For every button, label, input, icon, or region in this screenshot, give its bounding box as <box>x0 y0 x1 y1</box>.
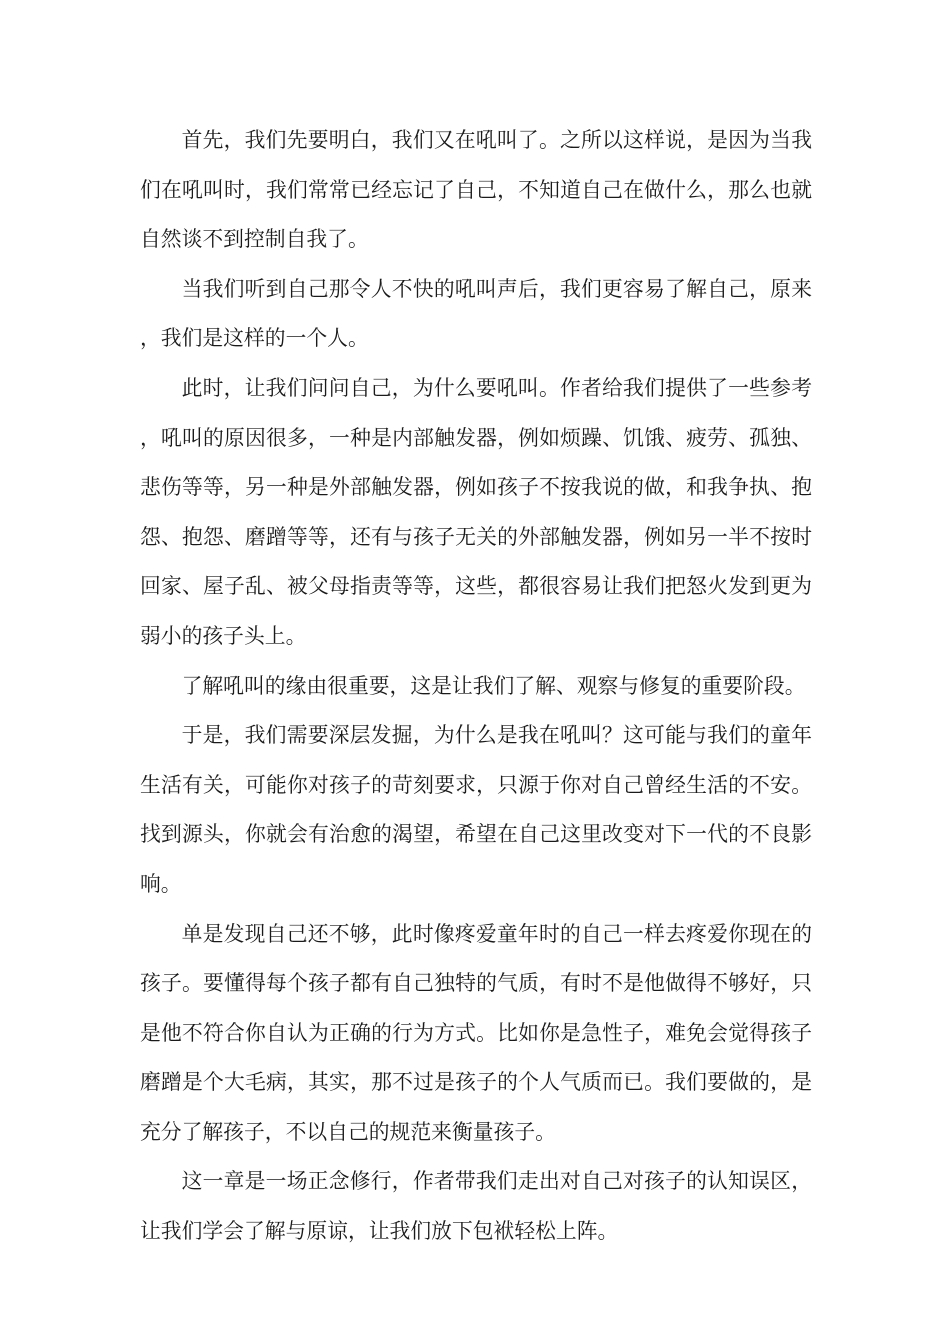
paragraph-7: 这一章是一场正念修行，作者带我们走出对自己对孩子的认知误区，让我们学会了解与原谅，让我们放下包袱轻松上阵。 <box>140 1169 812 1244</box>
paragraph-4: 了解吼叫的缘由很重要，这是让我们了解、观察与修复的重要阶段。 <box>181 673 806 698</box>
document-body <box>140 116 812 1257</box>
paragraph-6: 单是发现自己还不够，此时像疼爱童年时的自己一样去疼爱你现在的孩子。要懂得每个孩子都有自己独特的气质，有时不是他做得不够好，只是他不符合你自认为正确的行为方式。比如你是急性子，难免会觉得孩子磨蹭是个大毛病，其实，那不过是孩子的个人气质而已。我们要做的，是充分了解孩子，不以自己的规范来衡量孩子。 <box>140 921 812 1144</box>
paragraph-2: 当我们听到自己那令人不快的吼叫声后，我们更容易了解自己，原来，我们是这样的一个人。 <box>140 276 812 351</box>
paragraph-5: 于是，我们需要深层发掘，为什么是我在吼叫？这可能与我们的童年生活有关，可能你对孩子的苛刻要求，只源于你对自己曾经生活的不安。找到源头，你就会有治愈的渴望，希望在自己这里改变对下一代的不良影响。 <box>140 723 812 896</box>
paragraph-3: 此时，让我们问问自己，为什么要吼叫。作者给我们提供了一些参考，吼叫的原因很多，一种是内部触发器，例如烦躁、饥饿、疲劳、孤独、悲伤等等，另一种是外部触发器，例如孩子不按我说的做，和我争执、抱怨、抱怨、磨蹭等等，还有与孩子无关的外部触发器，例如另一半不按时回家、屋子乱、被父母指责等等，这些，都很容易让我们把怒火发到更为弱小的孩子头上。 <box>140 375 812 648</box>
paragraph-1: 首先，我们先要明白，我们又在吼叫了。之所以这样说，是因为当我们在吼叫时，我们常常已经忘记了自己，不知道自己在做什么，那么也就自然谈不到控制自我了。 <box>140 128 812 252</box>
